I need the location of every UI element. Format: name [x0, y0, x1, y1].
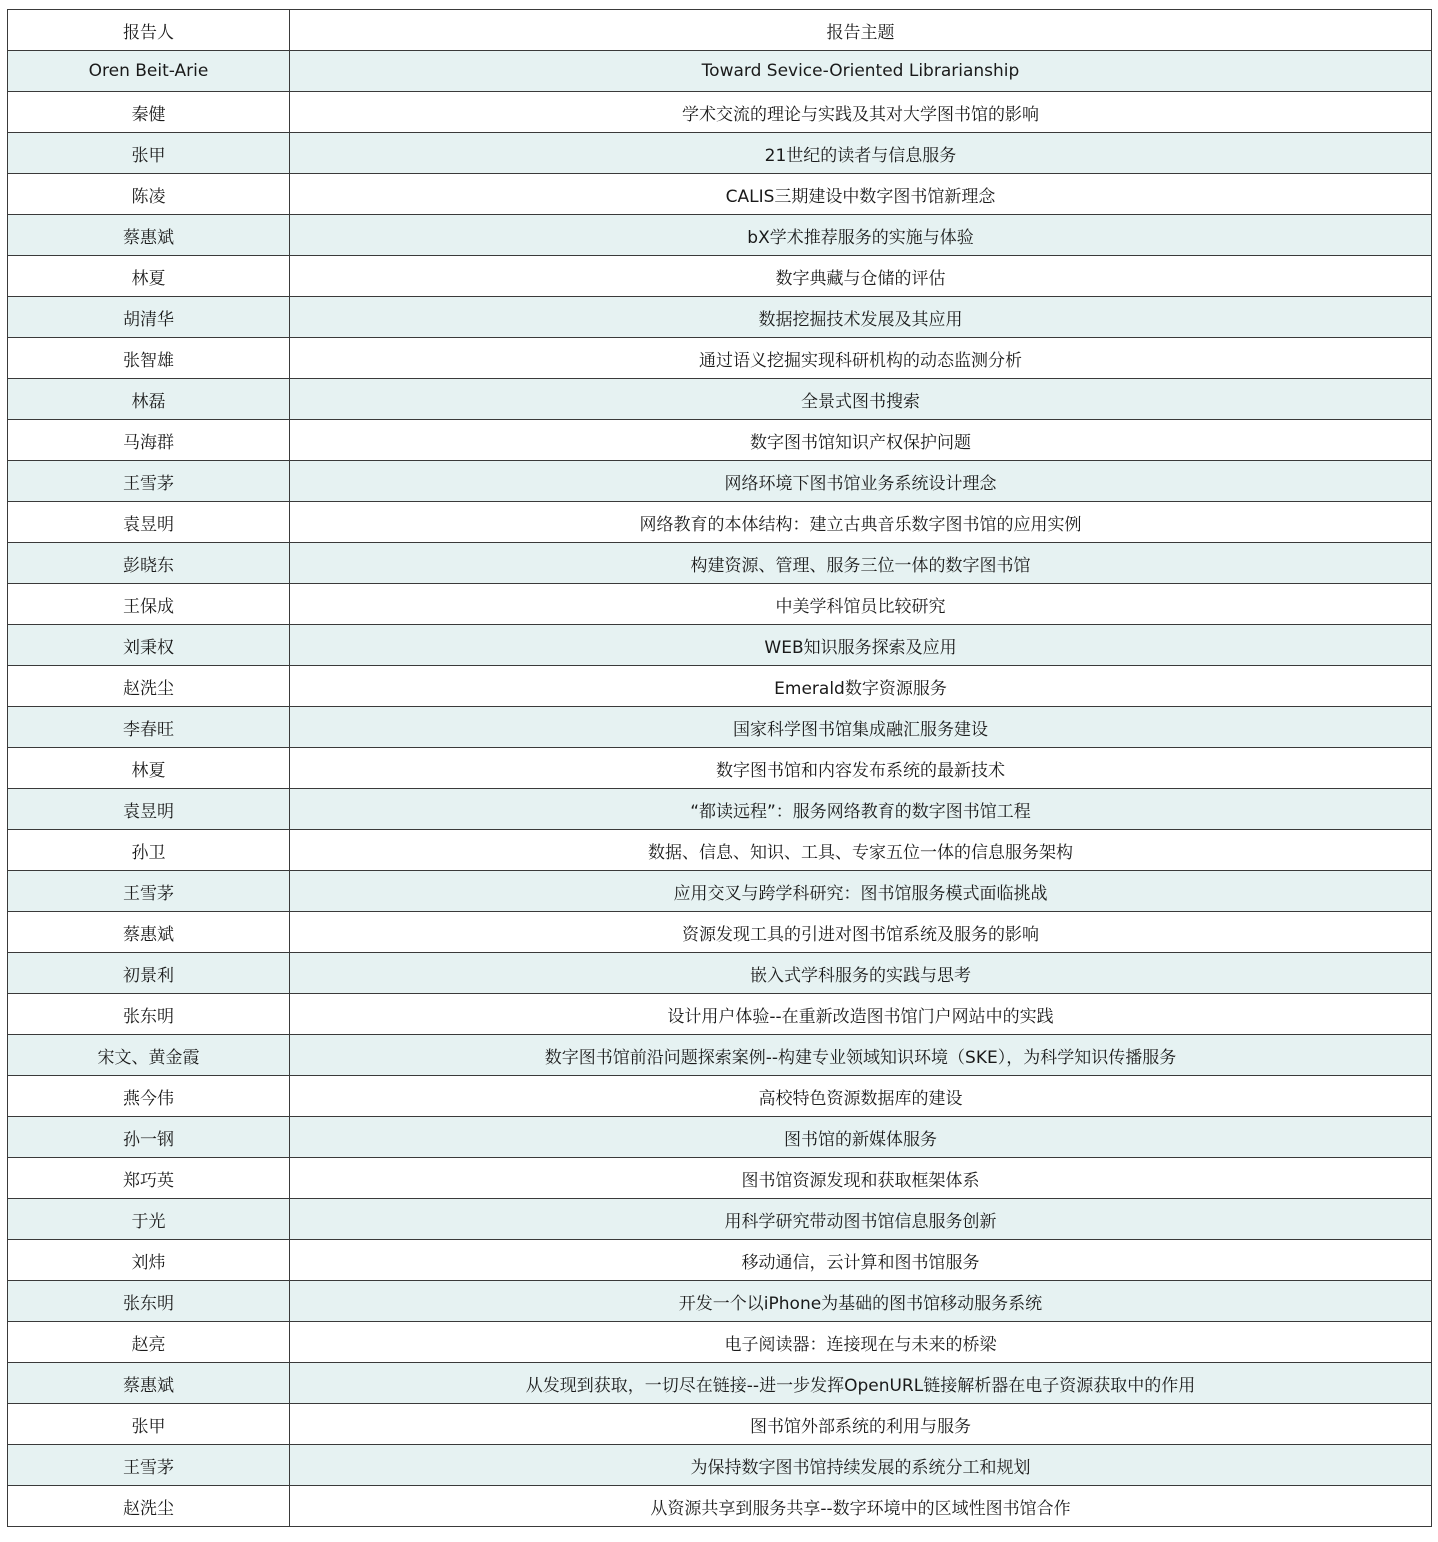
table-row — [8, 1199, 1432, 1240]
speaker-cell: 赵洗尘 — [8, 1486, 290, 1527]
speaker-cell: 林磊 — [8, 379, 290, 420]
table-row — [8, 1076, 1432, 1117]
topic-cell: CALIS三期建设中数字图书馆新理念 — [290, 174, 1432, 215]
speaker-cell: 王雪茅 — [8, 1445, 290, 1486]
speaker-cell: 于光 — [8, 1199, 290, 1240]
speaker-cell: 蔡惠斌 — [8, 215, 290, 256]
table-row — [8, 1281, 1432, 1322]
table-row — [8, 1404, 1432, 1445]
table-row — [8, 51, 1432, 92]
speaker-cell: 袁昱明 — [8, 502, 290, 543]
topic-cell: 开发一个以iPhone为基础的图书馆移动服务系统 — [290, 1281, 1432, 1322]
topic-cell: Emerald数字资源服务 — [290, 666, 1432, 707]
table-row — [8, 420, 1432, 461]
table-row — [8, 584, 1432, 625]
topic-cell: 数字图书馆前沿问题探索案例--构建专业领域知识环境（SKE），为科学知识传播服务 — [290, 1035, 1432, 1076]
table-row — [8, 338, 1432, 379]
table-row — [8, 1117, 1432, 1158]
topic-cell: 数字典藏与仓储的评估 — [290, 256, 1432, 297]
topic-cell: 数据挖掘技术发展及其应用 — [290, 297, 1432, 338]
table-row — [8, 133, 1432, 174]
topic-cell: 高校特色资源数据库的建设 — [290, 1076, 1432, 1117]
topic-cell: 网络环境下图书馆业务系统设计理念 — [290, 461, 1432, 502]
topic-cell: bX学术推荐服务的实施与体验 — [290, 215, 1432, 256]
speaker-cell: 张东明 — [8, 1281, 290, 1322]
topic-cell: 数字图书馆和内容发布系统的最新技术 — [290, 748, 1432, 789]
topic-cell: 网络教育的本体结构：建立古典音乐数字图书馆的应用实例 — [290, 502, 1432, 543]
table-row — [8, 912, 1432, 953]
speaker-cell: 王雪茅 — [8, 871, 290, 912]
speaker-cell: 初景利 — [8, 953, 290, 994]
table-row — [8, 748, 1432, 789]
table-row — [8, 379, 1432, 420]
speaker-cell: 陈凌 — [8, 174, 290, 215]
topic-cell: WEB知识服务探索及应用 — [290, 625, 1432, 666]
topic-cell: 数字图书馆知识产权保护问题 — [290, 420, 1432, 461]
header-row — [8, 10, 1432, 51]
topic-cell: 图书馆资源发现和获取框架体系 — [290, 1158, 1432, 1199]
topic-cell: 通过语义挖掘实现科研机构的动态监测分析 — [290, 338, 1432, 379]
speaker-cell: Oren Beit-Arie — [8, 51, 290, 92]
topic-cell: 资源发现工具的引进对图书馆系统及服务的影响 — [290, 912, 1432, 953]
table-row — [8, 92, 1432, 133]
table-row — [8, 543, 1432, 584]
speaker-cell: 赵亮 — [8, 1322, 290, 1363]
topic-cell: 从资源共享到服务共享--数字环境中的区域性图书馆合作 — [290, 1486, 1432, 1527]
speaker-cell: 袁昱明 — [8, 789, 290, 830]
table-row — [8, 666, 1432, 707]
topic-cell: 用科学研究带动图书馆信息服务创新 — [290, 1199, 1432, 1240]
topic-cell: 中美学科馆员比较研究 — [290, 584, 1432, 625]
topic-cell: 图书馆外部系统的利用与服务 — [290, 1404, 1432, 1445]
topic-cell: 设计用户体验--在重新改造图书馆门户网站中的实践 — [290, 994, 1432, 1035]
topic-cell: 嵌入式学科服务的实践与思考 — [290, 953, 1432, 994]
speaker-cell: 李春旺 — [8, 707, 290, 748]
speaker-cell: 燕今伟 — [8, 1076, 290, 1117]
topic-cell: 构建资源、管理、服务三位一体的数字图书馆 — [290, 543, 1432, 584]
report-table — [7, 9, 1432, 1527]
table-row — [8, 1486, 1432, 1527]
speaker-cell: 张甲 — [8, 133, 290, 174]
topic-cell: 应用交叉与跨学科研究：图书馆服务模式面临挑战 — [290, 871, 1432, 912]
speaker-cell: 张甲 — [8, 1404, 290, 1445]
topic-cell: 21世纪的读者与信息服务 — [290, 133, 1432, 174]
speaker-cell: 孙卫 — [8, 830, 290, 871]
speaker-cell: 王保成 — [8, 584, 290, 625]
speaker-cell: 刘秉权 — [8, 625, 290, 666]
speaker-cell: 蔡惠斌 — [8, 1363, 290, 1404]
speaker-cell: 蔡惠斌 — [8, 912, 290, 953]
table-row — [8, 1240, 1432, 1281]
speaker-cell: 刘炜 — [8, 1240, 290, 1281]
table-row — [8, 297, 1432, 338]
topic-cell: 全景式图书搜索 — [290, 379, 1432, 420]
table-row — [8, 256, 1432, 297]
table-row — [8, 1363, 1432, 1404]
topic-cell: 移动通信，云计算和图书馆服务 — [290, 1240, 1432, 1281]
report-table-container — [7, 9, 1431, 1527]
topic-cell: 电子阅读器：连接现在与未来的桥梁 — [290, 1322, 1432, 1363]
table-row — [8, 215, 1432, 256]
speaker-cell: 王雪茅 — [8, 461, 290, 502]
speaker-cell: 宋文、黄金霞 — [8, 1035, 290, 1076]
speaker-cell: 林夏 — [8, 256, 290, 297]
table-header — [8, 10, 1432, 51]
speaker-column-header: 报告人 — [8, 10, 290, 51]
speaker-cell: 胡清华 — [8, 297, 290, 338]
topic-cell: Toward Sevice-Oriented Librarianship — [290, 51, 1432, 92]
topic-cell: 国家科学图书馆集成融汇服务建设 — [290, 707, 1432, 748]
table-row — [8, 625, 1432, 666]
table-body — [8, 51, 1432, 1527]
table-row — [8, 174, 1432, 215]
speaker-cell: 秦健 — [8, 92, 290, 133]
table-row — [8, 994, 1432, 1035]
table-row — [8, 1445, 1432, 1486]
table-row — [8, 830, 1432, 871]
speaker-cell: 张智雄 — [8, 338, 290, 379]
speaker-cell: 孙一钢 — [8, 1117, 290, 1158]
topic-cell: 图书馆的新媒体服务 — [290, 1117, 1432, 1158]
topic-cell: 从发现到获取，一切尽在链接--进一步发挥OpenURL链接解析器在电子资源获取中的作用 — [290, 1363, 1432, 1404]
table-row — [8, 1158, 1432, 1199]
speaker-cell: 彭晓东 — [8, 543, 290, 584]
table-row — [8, 871, 1432, 912]
table-row — [8, 789, 1432, 830]
speaker-cell: 马海群 — [8, 420, 290, 461]
speaker-cell: 郑巧英 — [8, 1158, 290, 1199]
topic-cell: “都读远程”：服务网络教育的数字图书馆工程 — [290, 789, 1432, 830]
table-row — [8, 1035, 1432, 1076]
speaker-cell: 张东明 — [8, 994, 290, 1035]
topic-cell: 学术交流的理论与实践及其对大学图书馆的影响 — [290, 92, 1432, 133]
table-row — [8, 707, 1432, 748]
table-row — [8, 953, 1432, 994]
topic-cell: 为保持数字图书馆持续发展的系统分工和规划 — [290, 1445, 1432, 1486]
topic-column-header: 报告主题 — [290, 10, 1432, 51]
table-row — [8, 461, 1432, 502]
speaker-cell: 林夏 — [8, 748, 290, 789]
table-row — [8, 1322, 1432, 1363]
speaker-cell: 赵洗尘 — [8, 666, 290, 707]
table-row — [8, 502, 1432, 543]
topic-cell: 数据、信息、知识、工具、专家五位一体的信息服务架构 — [290, 830, 1432, 871]
